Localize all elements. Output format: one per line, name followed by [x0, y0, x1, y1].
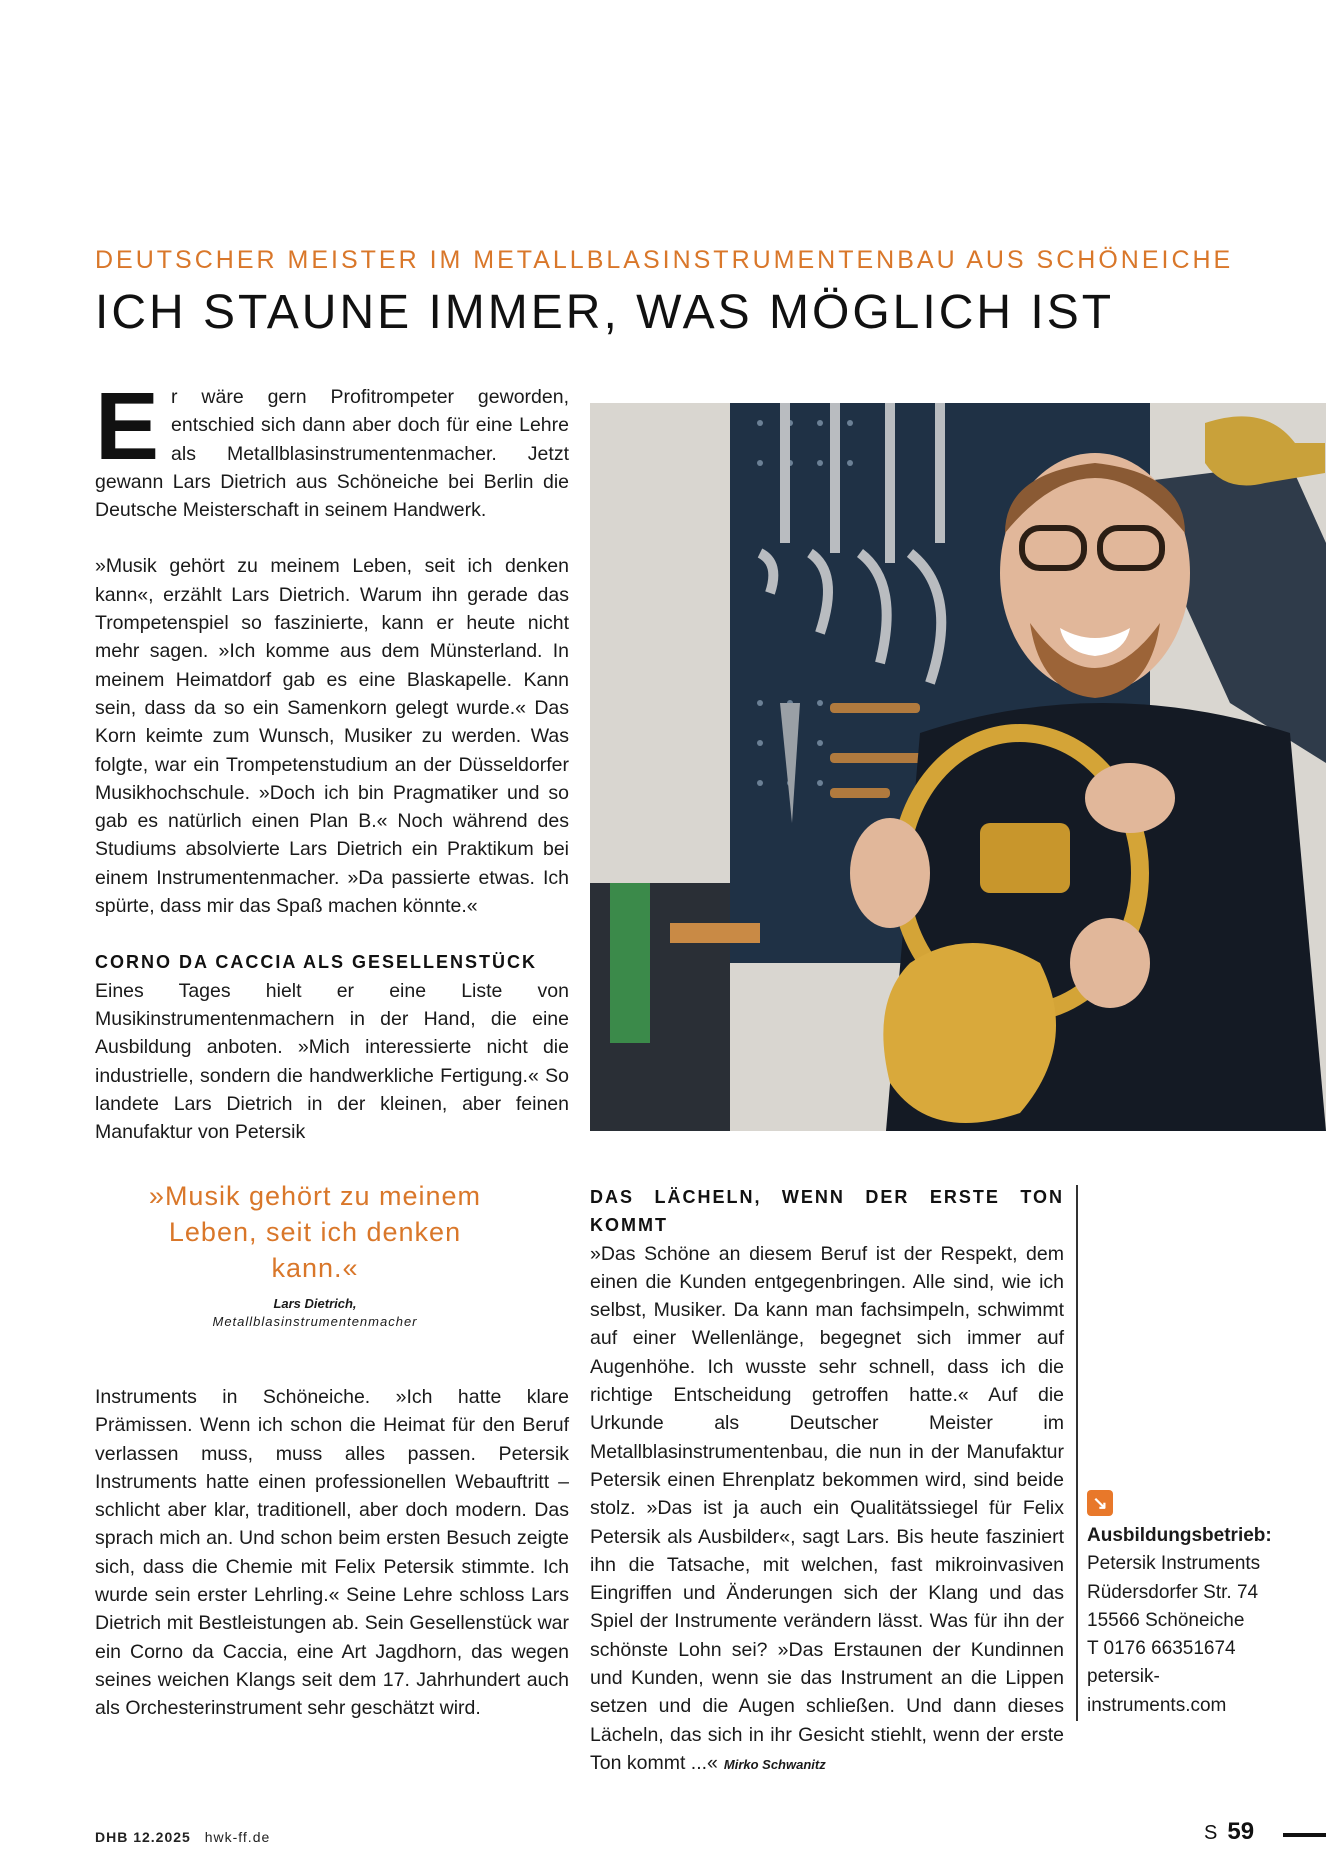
arrow-down-right-icon: ↘ — [1087, 1490, 1113, 1516]
infobox-line: Rüdersdorfer Str. 74 — [1087, 1581, 1259, 1603]
infobox-line: instruments.com — [1087, 1694, 1227, 1716]
pull-quote-author: Lars Dietrich, — [273, 1296, 357, 1311]
body-paragraph-1: »Musik gehört zu meinem Leben, seit ich denken kann«, erzählt Lars Dietrich. Warum ihn gerade das Trompetenspiel so faszinierte, kann er heute nicht mehr sagen. »Ich komme aus dem Münsterland. In meinem Heimatdorf gab es eine Blaskapelle. Kann sein, dass da so ein Samenkorn gelegt wurde.« Das Korn keimte zum Wunsch, Musiker zu werden. Was folgte, war ein Trompetenstudium an der Düsseldorfer Musikhochschule. »Doch ich bin Pragmatiker und so gab es natürlich einen Plan B.« Noch während des Studiums absolvierte Lars Dietrich ein Praktikum bei einem Instrumentenmacher. »Da passierte etwas. Ich spürte, dass mir das Spaß machen könnte.« — [95, 555, 569, 918]
author-signature: Mirko Schwanitz — [723, 1756, 826, 1772]
infobox-line: petersik- — [1087, 1666, 1160, 1688]
body-paragraph-2: Eines Tages hielt er eine Liste von Musikinstrumentenmachern in der Hand, die eine Ausbildung anboten. »Mich interessierte nicht die industrielle, sondern die handwerkliche Fertigung.« So landete Lars Dietrich in der kleinen, aber feinen Manufaktur von Petersik — [95, 979, 569, 1144]
right-column — [590, 1183, 1064, 1779]
pull-quote-text: »Musik gehört zu meinem Leben, seit ich denken kann.« — [148, 1181, 482, 1283]
body-paragraph-4: »Das Schöne an diesem Beruf ist der Respekt, dem einen die Kunden entgegenbringen. Alle sind, wie ich selbst, Musiker. Da kann man fachsimpeln, schwimmt auf einer Wellenlänge, begegnet sich immer auf Augenhöhe. Ich wusste sehr schnell, dass ich die richtige Entscheidung getroffen hatte.« Auf die Urkunde als Deutscher Meister im Metallblasinstrumentenbau, die nun in der Manufaktur Petersik einen Ehrenplatz bekommen wird, sind beide stolz. »Das ist ja auch ein Qualitätssiegel für Felix Petersik als Ausbilder«, sagt Lars. Bis heute fasziniert ihn die Tatsache, mit welchen, fast mikroinvasiven Eingriffen und Änderungen sich der Klang und das Spiel der Instrumente verändern lässt. Was für ihn der schönste Lohn sei? »Das Erstaunen der Kundinnen und Kunden, wenn sie das Instrument an die Lippen setzen und die Augen schließen. Und dann dieses Lächeln, das sich in ihr Gesicht stiehlt, wenn der erste Ton kommt ...« Mirko Schwanitz — [590, 1242, 1064, 1774]
issue-label: DHB 12.2025 — [95, 1829, 191, 1845]
subhead-corno: CORNO DA CACCIA ALS GESELLENSTÜCK — [95, 952, 538, 973]
page-number: S 59 — [1204, 1818, 1255, 1845]
infobox-line: Petersik Instruments — [1087, 1553, 1261, 1575]
subhead-laecheln: DAS LÄCHELN, WENN DER ERSTE TON KOMMT — [590, 1187, 1064, 1236]
pull-quote-role: Metallblasinstrumentenmacher — [212, 1314, 418, 1329]
pull-quote — [130, 1178, 500, 1329]
left-column-bottom — [95, 1383, 569, 1723]
photo-instrument-maker — [590, 403, 1326, 1131]
infobox-line: T 0176 66351674 — [1087, 1638, 1236, 1660]
workshop-photo — [590, 403, 1326, 1131]
body-paragraph-3: Instruments in Schöneiche. »Ich hatte klare Prämissen. Wenn ich schon die Heimat für den Beruf verlassen muss, muss alles passen. Petersik Instruments hatte einen professionellen Webauftritt – schlicht aber klar, traditionell, aber doch modern. Das sprach mich an. Und schon beim ersten Besuch zeigte sich, dass die Chemie mit Felix Petersik stimmte. Ich wurde sein erster Lehrling.« Seine Lehre schloss Lars Dietrich mit Bestleistungen ab. Sein Gesellenstück war ein Corno da Caccia, eine Art Jagdhorn, das wegen seines weichen Klangs seit dem 17. Jahrhundert auch als Orchesterinstrument sehr geschätzt wird. — [95, 1386, 569, 1720]
headline: ICH STAUNE IMMER, WAS MÖGLICH IST — [95, 286, 1115, 339]
footer-site: hwk-ff.de — [204, 1829, 271, 1845]
column-divider — [1076, 1185, 1078, 1721]
infobox-line: 15566 Schöneiche — [1087, 1609, 1245, 1631]
dropcap: E — [95, 373, 160, 480]
intro-paragraph: Er wäre gern Profitrompeter geworden, entschied sich dann aber doch für eine Lehre als Metallblasinstrumentenmacher. Jetzt gewann Lars Dietrich aus Schöneiche bei Berlin die Deutsche Meisterschaft in seinem Handwerk. — [95, 373, 569, 522]
kicker: DEUTSCHER MEISTER IM METALLBLASINSTRUMENTENBAU AUS SCHÖNEICHE — [95, 246, 1234, 274]
infobox-title: Ausbildungsbetrieb: — [1087, 1525, 1272, 1546]
training-company-box — [1087, 1490, 1287, 1720]
footer-bar — [1283, 1833, 1326, 1837]
footer-issue — [95, 1829, 270, 1845]
left-column-top — [95, 373, 569, 1146]
